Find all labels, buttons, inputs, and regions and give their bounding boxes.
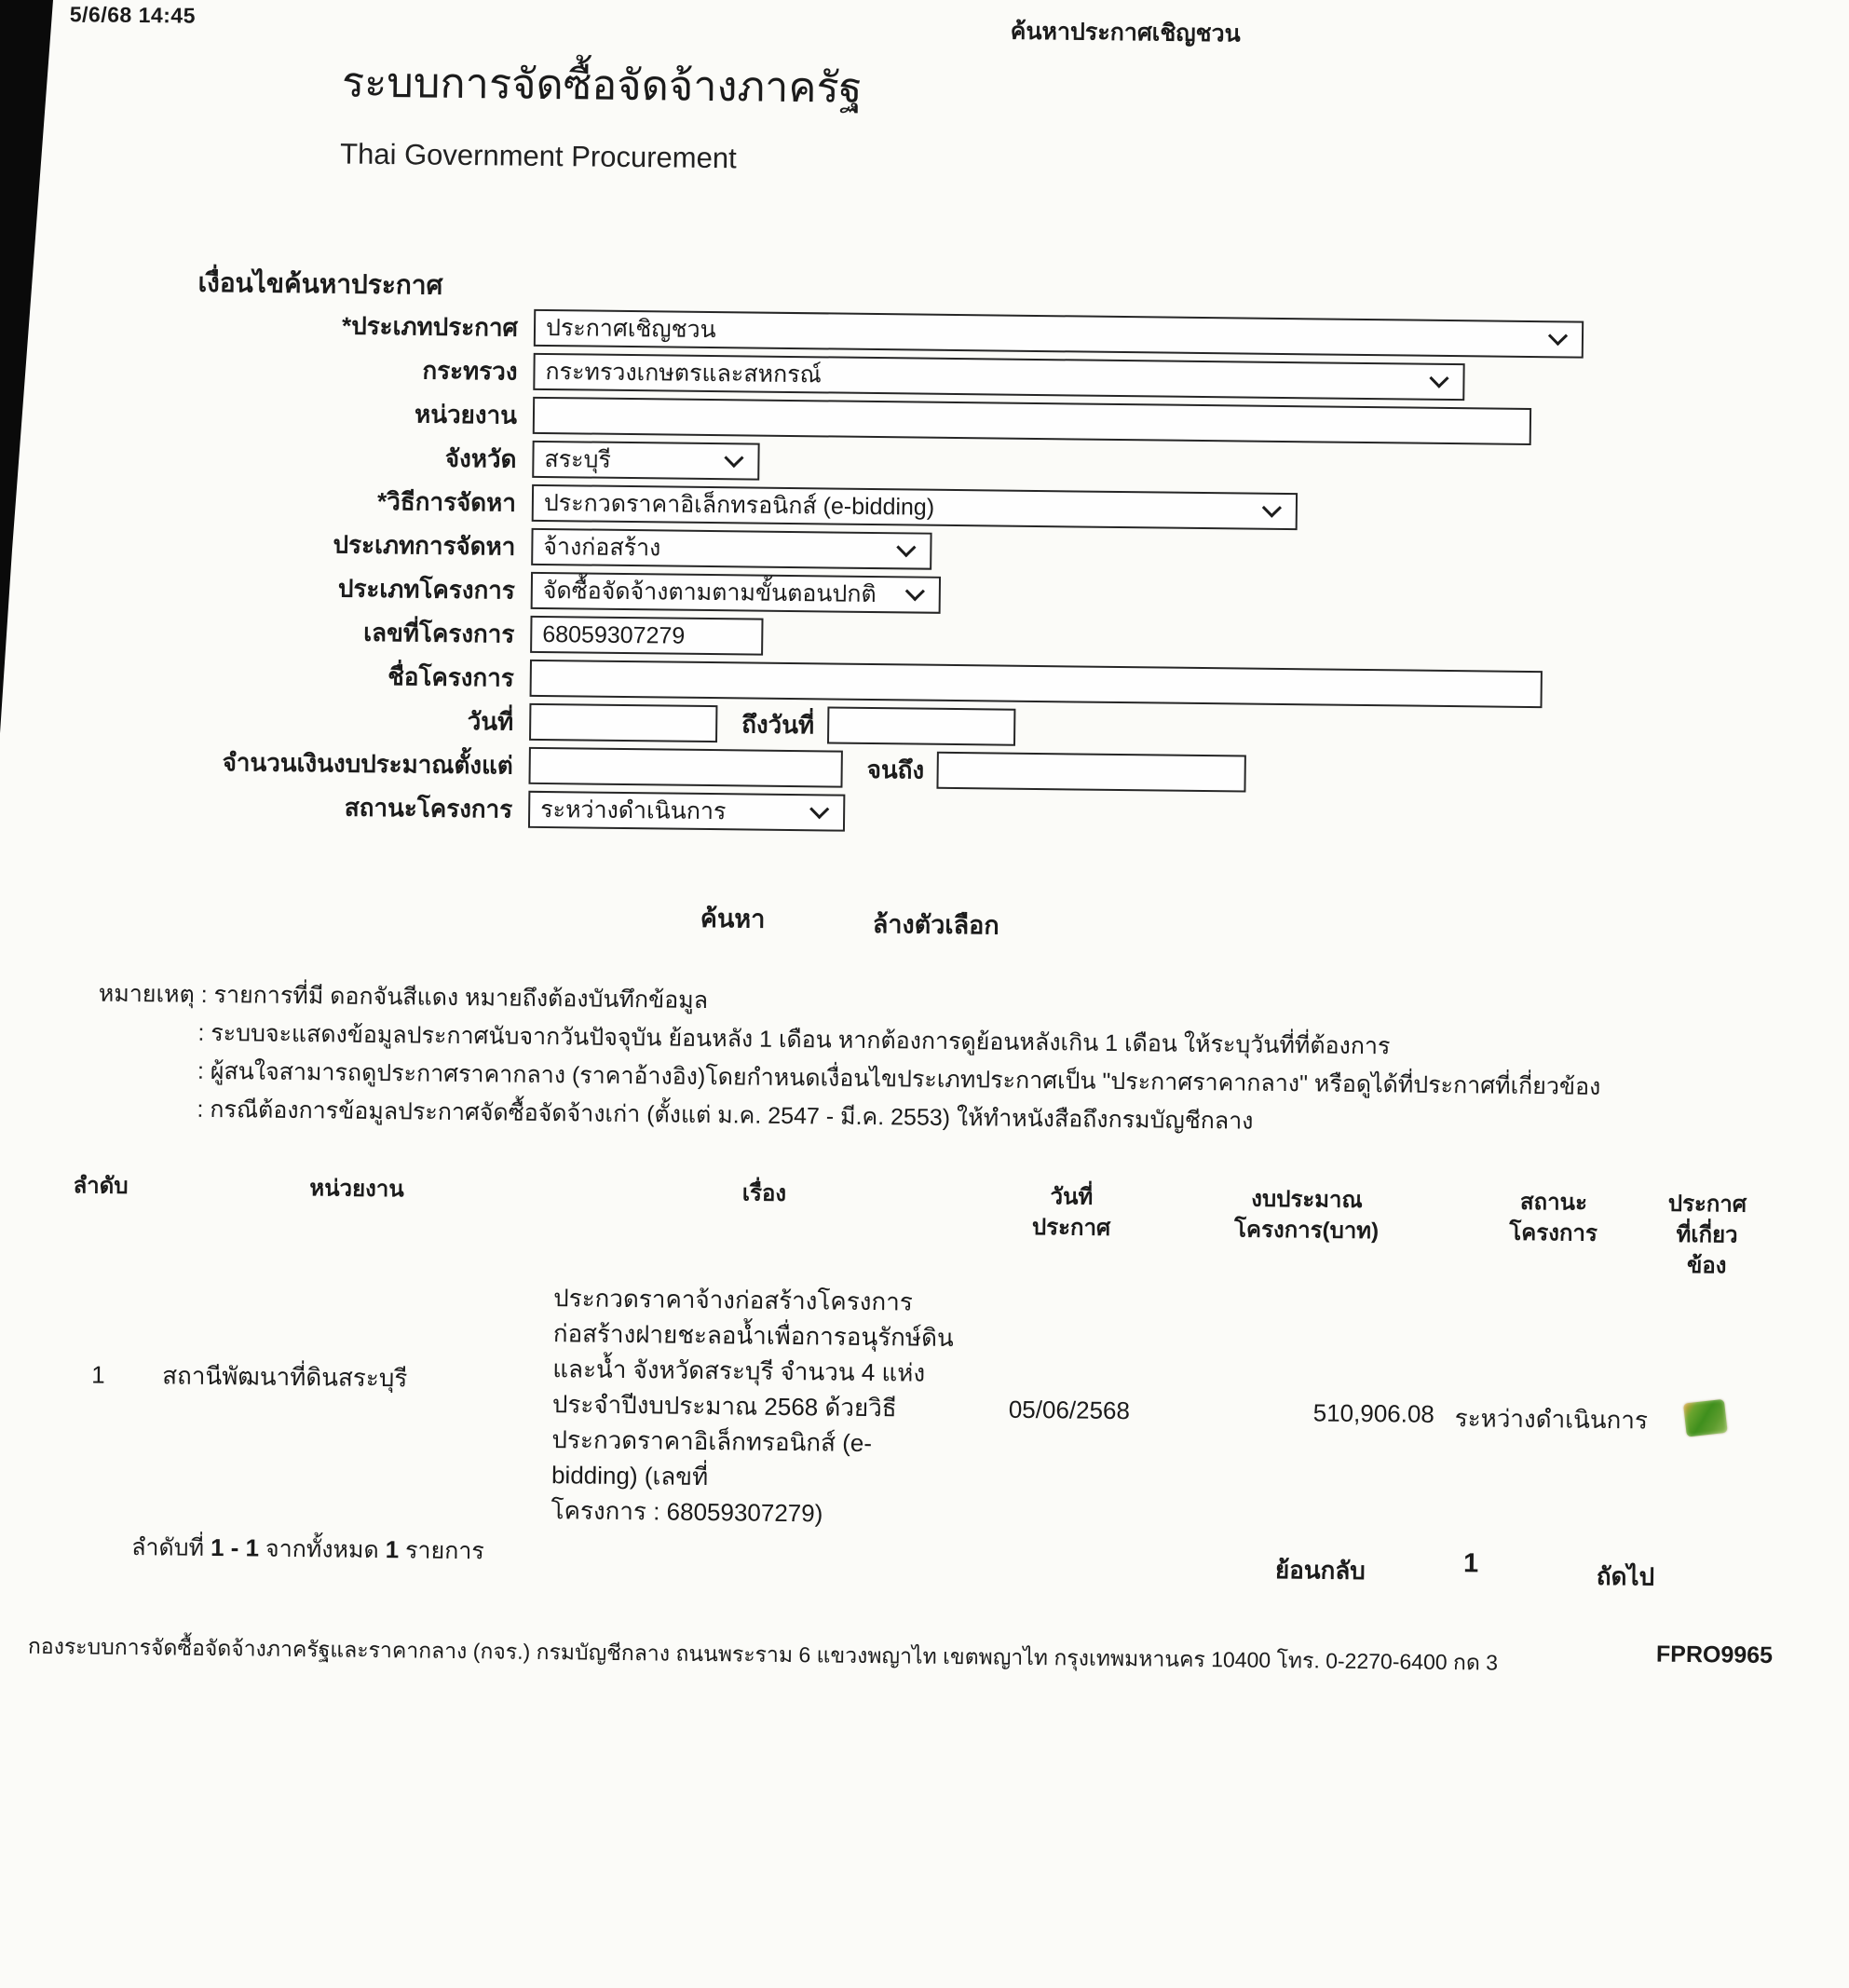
province-label: จังหวัด xyxy=(444,443,517,473)
app-title-english: Thai Government Procurement xyxy=(339,137,737,175)
related-announcement-icon[interactable] xyxy=(1682,1398,1727,1437)
column-header-agency: หน่วยงาน xyxy=(309,1176,404,1203)
date-to-input[interactable] xyxy=(827,706,1015,745)
pagination-current-page: 1 xyxy=(1462,1548,1479,1579)
ministry-label: กระทรวง xyxy=(422,356,518,386)
row-announce-date: 05/06/2568 xyxy=(1008,1395,1131,1424)
budget-from-label: จำนวนเงินงบประมาณตั้งแต่ xyxy=(222,748,513,780)
project-status-select[interactable]: ระหว่างดำเนินการ xyxy=(528,791,845,832)
search-button[interactable]: ค้นหา xyxy=(700,904,766,933)
clear-button[interactable]: ล้างตัวเลือก xyxy=(872,910,999,940)
row-subject: ประกวดราคาจ้างก่อสร้างโครงการ ก่อสร้างฝายชะลอน้ำเพื่อการอนุรักษ์ดิน และน้ำ จังหวัดสระบุรี จำนวน 4 แห่ง ประจำปีงบประมาณ 2568 ด้วยวิธี ประกวดราคาอิเล็กทรอนิกส์ (e- bidding) (เลขที่ โครงการ : 68059307279) xyxy=(551,1284,954,1528)
summary-total: 1 xyxy=(385,1535,400,1564)
budget-to-label: จนถึง xyxy=(866,755,925,784)
search-form xyxy=(0,303,1845,849)
summary-range: 1 - 1 xyxy=(210,1532,260,1562)
row-seq: 1 xyxy=(91,1360,105,1389)
project-number-input[interactable]: 68059307279 xyxy=(530,616,763,656)
budget-from-input[interactable] xyxy=(528,747,842,788)
note-line-4: : กรณีต้องการข้อมูลประกาศจัดซื้อจัดจ้างเก่า (ตั้งแต่ ม.ค. 2547 - มี.ค. 2553) ให้ทำหนังสือถึงกรมบัญชีกลาง xyxy=(197,1096,1254,1135)
procure-type-label: ประเภทการจัดหา xyxy=(333,530,516,561)
project-status-label: สถานะโครงการ xyxy=(344,793,513,824)
column-header-subject: เรื่อง xyxy=(741,1180,787,1206)
budget-to-input[interactable] xyxy=(937,752,1246,793)
column-header-related: ประกาศ ที่เกี่ยว ข้อง xyxy=(1667,1191,1747,1279)
date-to-label: ถึงวันที่ xyxy=(741,710,815,740)
note-line-3: : ผู้สนใจสามารถดูประกาศราคากลาง (ราคาอ้างอิง)โดยกำหนดเงื่อนไขประเภทประกาศเป็น "ประกาศราคากลาง" หรือดูได้ที่ประกาศที่เกี่ยวข้อง xyxy=(197,1057,1601,1100)
procure-method-select[interactable]: ประกวดราคาอิเล็กทรอนิกส์ (e-bidding) xyxy=(532,484,1298,530)
app-title-thai: ระบบการจัดซื้อจัดจ้างภาครัฐ xyxy=(341,58,863,112)
form-code: FPRO9965 xyxy=(1655,1641,1774,1669)
ministry-select[interactable]: กระทรวงเกษตรและสหกรณ์ xyxy=(533,353,1464,401)
announce-type-label: *ประเภทประกาศ xyxy=(341,311,519,342)
column-header-status: สถานะ โครงการ xyxy=(1509,1189,1597,1246)
search-section-title: เงื่อนไขค้นหาประกาศ xyxy=(197,267,443,300)
pagination-prev[interactable]: ย้อนกลับ xyxy=(1274,1555,1366,1586)
pagination-next[interactable]: ถัดไป xyxy=(1596,1561,1655,1591)
date-from-input[interactable] xyxy=(529,703,717,742)
agency-label: หน่วยงาน xyxy=(414,400,518,429)
result-summary: ลำดับที่ 1 - 1 จากทั้งหมด 1 รายการ xyxy=(131,1532,484,1565)
column-header-date: วันที่ ประกาศ xyxy=(1031,1184,1111,1241)
row-budget: 510,906.08 xyxy=(1312,1397,1435,1428)
procure-method-label: *วิธีการจัดหา xyxy=(376,486,517,517)
note-line-1: หมายเหตุ : รายการที่มี ดอกจันสีแดง หมายถึงต้องบันทึกข้อมูล xyxy=(98,980,709,1014)
project-number-label: เลขที่โครงการ xyxy=(363,618,515,648)
announce-type-select[interactable]: ประกาศเชิญชวน xyxy=(534,309,1584,359)
province-select[interactable]: สระบุรี xyxy=(532,441,759,481)
row-agency: สถานีพัฒนาที่ดินสระบุรี xyxy=(162,1360,408,1392)
column-header-budget: งบประมาณ โครงการ(บาท) xyxy=(1233,1186,1380,1245)
row-related-cell xyxy=(1661,1400,1749,1441)
row-status: ระหว่างดำเนินการ xyxy=(1454,1403,1649,1434)
notes-block xyxy=(97,975,1601,1145)
column-header-seq: ลำดับ xyxy=(73,1173,129,1199)
procure-type-select[interactable]: จ้างก่อสร้าง xyxy=(531,528,931,570)
print-timestamp: 5/6/68 14:45 xyxy=(69,2,197,28)
footer-address: กองระบบการจัดซื้อจัดจ้างภาครัฐและราคากลาง (กจร.) กรมบัญชีกลาง ถนนพระราม 6 แขวงพญาไท เขตพญาไท กรุงเทพมหานคร 10400 โทร. 0-2270-6400 กด 3 xyxy=(27,1633,1499,1675)
project-name-label: ชื่อโครงการ xyxy=(387,662,514,692)
results-table xyxy=(52,1170,1761,1542)
date-from-label: วันที่ xyxy=(467,707,514,736)
project-type-select[interactable]: จัดซื้อจัดจ้างตามตามขั้นตอนปกติ xyxy=(531,572,941,614)
note-line-2: : ระบบจะแสดงข้อมูลประกาศนับจากวันปัจจุบัน ย้อนหลัง 1 เดือน หากต้องการดูย้อนหลังเกิน 1 เดือน ให้ระบุวันที่ที่ต้องการ xyxy=(197,1019,1391,1060)
project-type-label: ประเภทโครงการ xyxy=(337,574,516,605)
print-page-title: ค้นหาประกาศเชิญชวน xyxy=(1010,18,1241,48)
